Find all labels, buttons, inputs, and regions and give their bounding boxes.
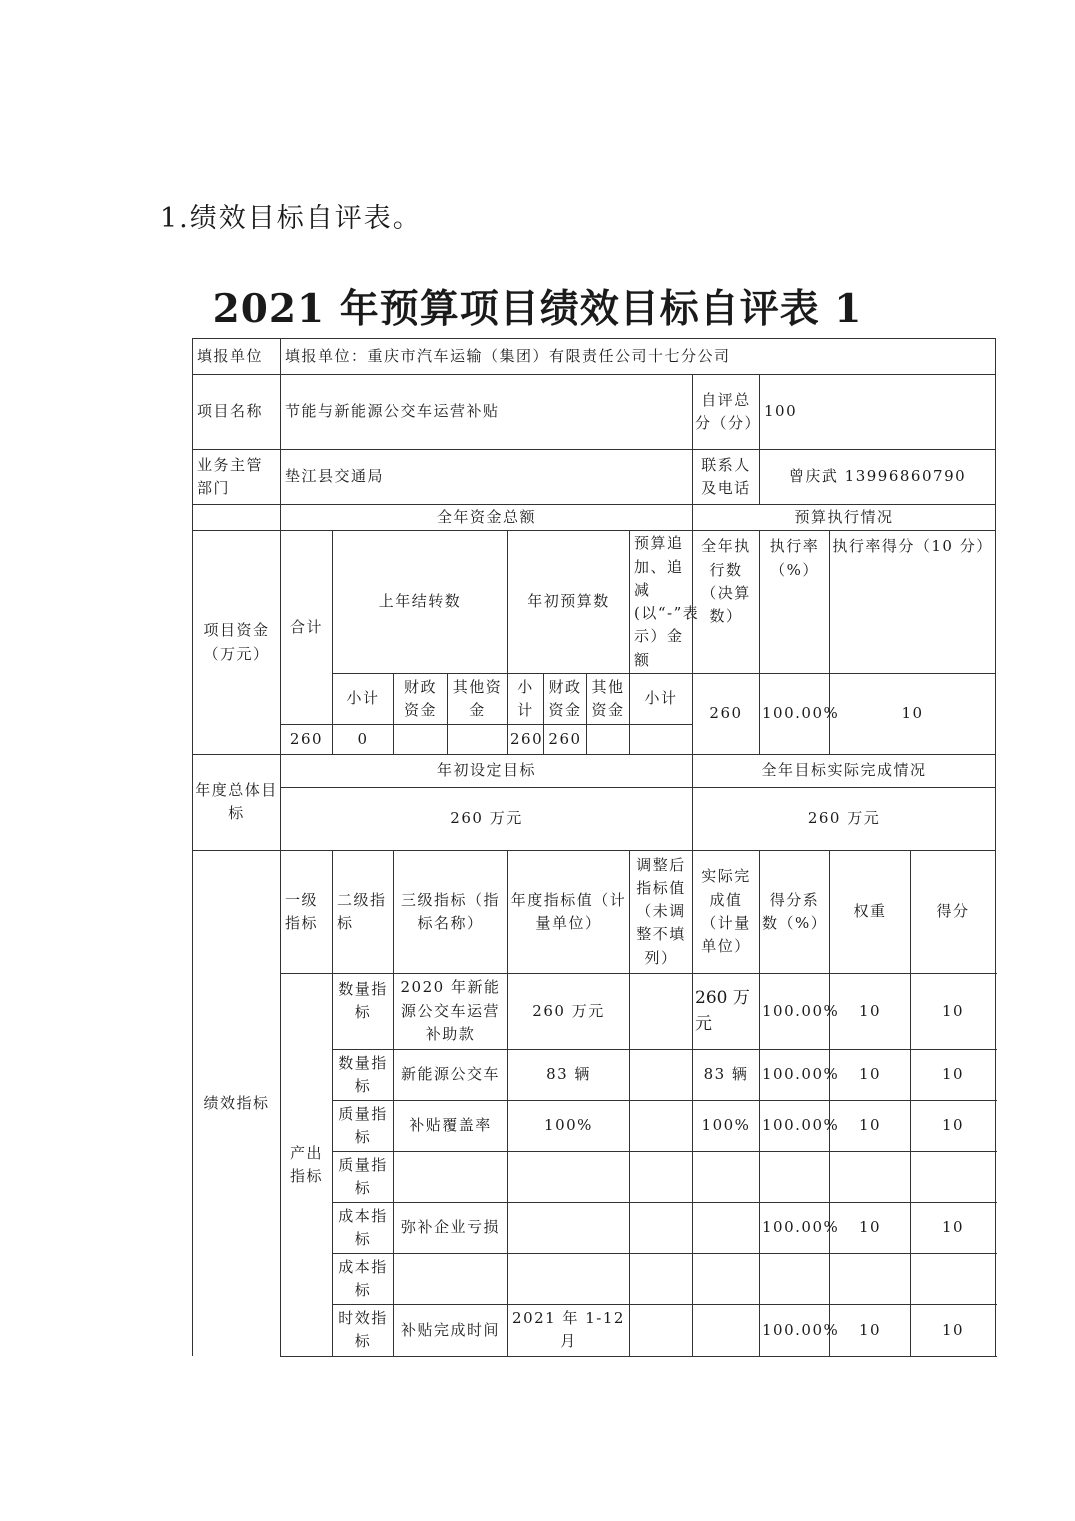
target-cell: 260 万元 [508,973,630,1049]
weight-cell: 10 [830,1304,911,1356]
initial-budget-header: 年初预算数 [508,531,630,674]
adjusted-cell [630,1202,693,1253]
total-value: 260 [281,724,333,754]
target-cell [508,1151,630,1202]
self-score-label: 自评总分（分） [693,375,760,450]
weight-cell: 10 [830,1100,911,1151]
coefficient-cell: 100.00% [760,973,830,1049]
self-score-value: 100 [760,375,996,450]
weight-cell: 10 [830,1049,911,1100]
goal-set-header: 年初设定目标 [281,754,693,787]
annual-execution-value: 260 [693,673,760,754]
coefficient-cell: 100.00% [760,1304,830,1356]
level1-output-indicator: 产出指标 [281,973,333,1356]
department-value: 垫江县交通局 [281,450,693,505]
actual-cell: 260 万元 [693,973,760,1049]
annual-execution-header: 全年执行数（决算数） [693,531,760,674]
coefficient-cell: 100.00% [760,1202,830,1253]
score-cell: 10 [911,1202,996,1253]
level2-cell: 数量指标 [333,973,394,1049]
level3-cell: 补贴覆盖率 [394,1100,508,1151]
level2-cell: 质量指标 [333,1151,394,1202]
initial-fiscal-value: 260 [544,724,587,754]
weight-cell [830,1151,911,1202]
annual-target-header: 年度指标值（计量单位） [508,850,630,973]
evaluation-table-wrapper [192,338,995,1351]
score-coefficient-header: 得分系数（%） [760,850,830,973]
weight-header: 权重 [830,850,911,973]
carryover-other-value [448,724,508,754]
initial-other-header: 其他资金 [587,673,630,724]
blank-cell [193,505,281,531]
score-cell: 10 [911,973,996,1049]
budget-execution-header: 预算执行情况 [693,505,996,531]
project-name-label: 项目名称 [193,375,281,450]
execution-score-value: 10 [830,673,996,754]
table-row [193,973,996,1049]
initial-other-value [587,724,630,754]
level2-cell: 成本指标 [333,1202,394,1253]
carryover-other-header: 其他资金 [448,673,508,724]
level3-header: 三级指标（指标名称） [394,850,508,973]
target-cell: 2021 年 1-12 月 [508,1304,630,1356]
target-cell: 100% [508,1100,630,1151]
weight-cell: 10 [830,973,911,1049]
annual-goal-label: 年度总体目标 [193,754,281,850]
carryover-subtotal-header: 小计 [333,673,394,724]
adjusted-cell [630,973,693,1049]
score-header: 得分 [911,850,996,973]
unit-label: 填报单位 [193,339,281,375]
section-heading: 1.绩效目标自评表。 [160,203,422,234]
score-cell: 10 [911,1049,996,1100]
goal-set-value: 260 万元 [281,787,693,850]
initial-fiscal-header: 财政资金 [544,673,587,724]
budget-adjust-header: 预算追加、追减(以“-”表示）金额 [630,531,693,674]
actual-cell [693,1253,760,1304]
initial-subtotal-value: 260 [508,724,544,754]
level1-header: 一级指标 [281,850,333,973]
target-cell [508,1202,630,1253]
actual-cell [693,1202,760,1253]
project-funds-label: 项目资金（万元） [193,531,281,755]
target-cell: 83 辆 [508,1049,630,1100]
carryover-header: 上年结转数 [333,531,508,674]
level3-cell [394,1151,508,1202]
evaluation-table [192,338,996,1357]
level3-cell: 2020 年新能源公交车运营补助款 [394,973,508,1049]
actual-cell [693,1304,760,1356]
weight-cell [830,1253,911,1304]
level3-cell [394,1253,508,1304]
score-cell [911,1253,996,1304]
level3-cell: 弥补企业亏损 [394,1202,508,1253]
carryover-fiscal-value [394,724,448,754]
score-cell: 10 [911,1100,996,1151]
department-label: 业务主管部门 [193,450,281,505]
level2-cell: 成本指标 [333,1253,394,1304]
carryover-fiscal-header: 财政资金 [394,673,448,724]
adjusted-cell [630,1049,693,1100]
page-title: 2021 年预算项目绩效目标自评表 1 [212,286,863,332]
adjusted-cell [630,1304,693,1356]
target-cell [508,1253,630,1304]
actual-cell: 100% [693,1100,760,1151]
adjust-value [630,724,693,754]
score-cell [911,1151,996,1202]
level2-header: 二级指标 [333,850,394,973]
adjusted-cell [630,1253,693,1304]
execution-score-header: 执行率得分（10 分） [830,531,996,674]
unit-value: 填报单位：重庆市汽车运输（集团）有限责任公司十七分公司 [281,339,996,375]
coefficient-cell [760,1151,830,1202]
goal-actual-header: 全年目标实际完成情况 [693,754,996,787]
annual-funds-header: 全年资金总额 [281,505,693,531]
level2-cell: 质量指标 [333,1100,394,1151]
goal-actual-value: 260 万元 [693,787,996,850]
adjust-subtotal-header: 小计 [630,673,693,724]
execution-rate-header: 执行率（%） [760,531,830,674]
actual-cell: 83 辆 [693,1049,760,1100]
coefficient-cell [760,1253,830,1304]
total-header: 合计 [281,531,333,725]
score-cell: 10 [911,1304,996,1356]
contact-label: 联系人及电话 [693,450,760,505]
level3-cell: 补贴完成时间 [394,1304,508,1356]
level2-cell: 时效指标 [333,1304,394,1356]
actual-cell [693,1151,760,1202]
level3-cell: 新能源公交车 [394,1049,508,1100]
weight-cell: 10 [830,1202,911,1253]
carryover-subtotal-value: 0 [333,724,394,754]
performance-indicators-label: 绩效指标 [193,850,281,1356]
level2-cell: 数量指标 [333,1049,394,1100]
actual-value-header: 实际完成值（计量单位） [693,850,760,973]
contact-value: 曾庆武 13996860790 [760,450,996,505]
adjusted-cell [630,1100,693,1151]
adjusted-cell [630,1151,693,1202]
adjusted-target-header: 调整后指标值（未调整不填列） [630,850,693,973]
execution-rate-value: 100.00% [760,673,830,754]
coefficient-cell: 100.00% [760,1100,830,1151]
coefficient-cell: 100.00% [760,1049,830,1100]
project-name-value: 节能与新能源公交车运营补贴 [281,375,693,450]
initial-subtotal-header: 小计 [508,673,544,724]
